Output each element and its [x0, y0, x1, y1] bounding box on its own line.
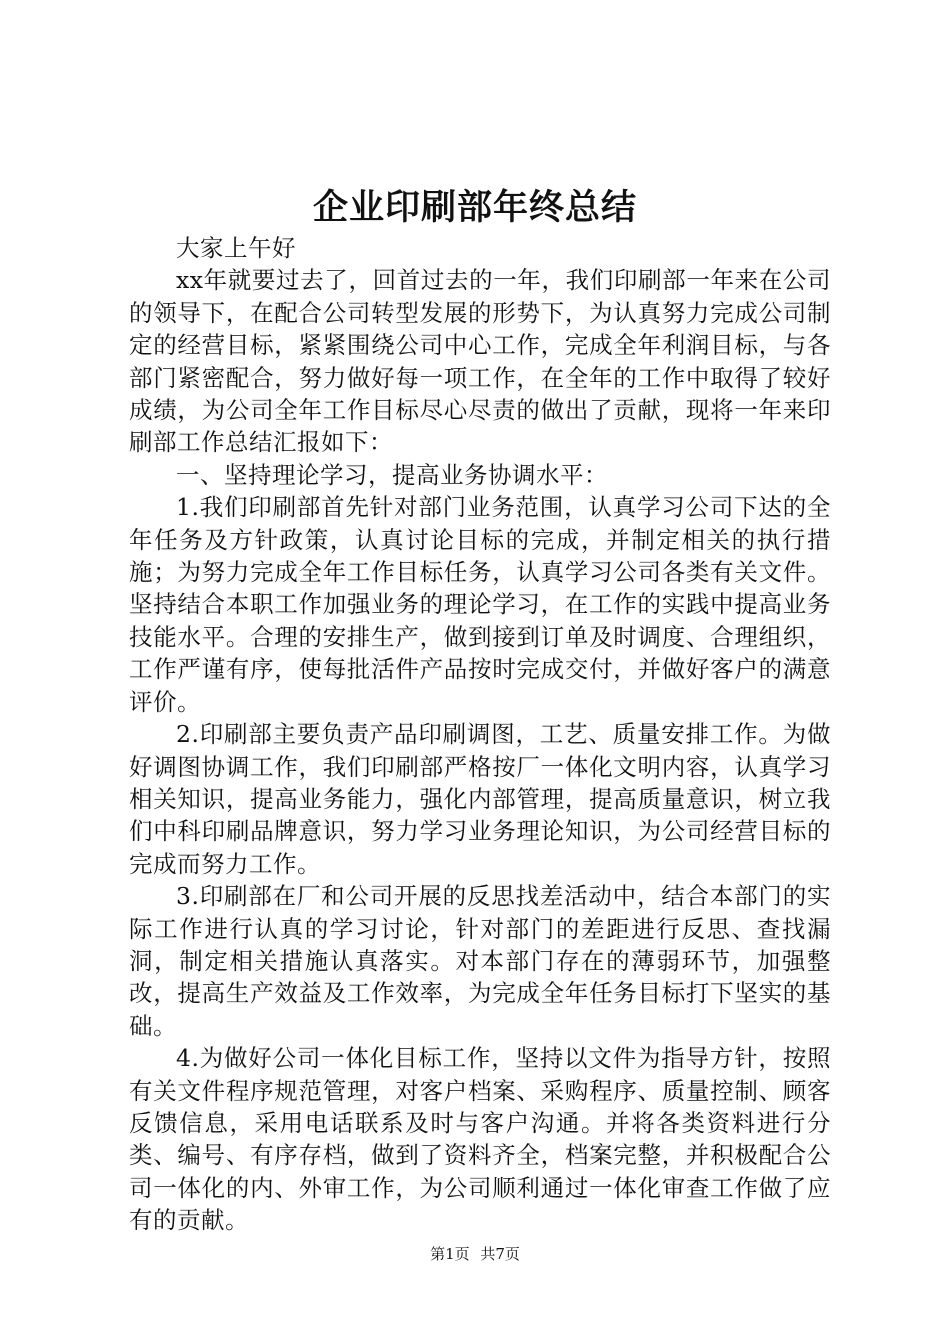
- paragraph-item-2: 2.印刷部主要负责产品印刷调图，工艺、质量安排工作。为做好调图协调工作，我们印刷部严格按厂一体化文明内容，认真学习相关知识，提高业务能力，强化内部管理，提高质量意识，树立我们中科印刷品牌意识，努力学习业务理论知识，为公司经营目标的完成而努力工作。: [129, 720, 831, 878]
- paragraph-item-3: 3.印刷部在厂和公司开展的反思找差活动中，结合本部门的实际工作进行认真的学习讨论，针对部门的差距进行反思、查找漏洞，制定相关措施认真落实。对本部门存在的薄弱环节，加强整改，提高生产效益及工作效率，为完成全年任务目标打下坚实的基础。: [129, 882, 831, 1040]
- section-heading-1: 一、坚持理论学习，提高业务协调水平：: [176, 460, 608, 489]
- document-body: [129, 232, 831, 1237]
- page-number: 第1页: [430, 1245, 470, 1263]
- paragraph-item-1: 1.我们印刷部首先针对部门业务范围，认真学习公司下达的全年任务及方针政策，认真讨论目标的完成，并制定相关的执行措施；为努力完成全年工作目标任务，认真学习公司各类有关文件。坚持结合本职工作加强业务的理论学习，在工作的实践中提高业务技能水平。合理的安排生产，做到接到订单及时调度、合理组织，工作严谨有序，使每批活件产品按时完成交付，并做好客户的满意评价。: [129, 493, 831, 716]
- page-total: 共7页: [480, 1245, 520, 1263]
- paragraph-item-4: 4.为做好公司一体化目标工作，坚持以文件为指导方针，按照有关文件程序规范管理，对客户档案、采购程序、质量控制、顾客反馈信息，采用电话联系及时与客户沟通。并将各类资料进行分类、编号、有序存档，做到了资料齐全，档案完整，并积极配合公司一体化的内、外审工作，为公司顺利通过一体化审查工作做了应有的贡献。: [129, 1044, 831, 1235]
- paragraph-greeting: 大家上午好: [176, 234, 296, 262]
- paragraph-intro: xx年就要过去了，回首过去的一年，我们印刷部一年来在公司的领导下，在配合公司转型发展的形势下，为认真努力完成公司制定的经营目标，紧紧围绕公司中心工作，完成全年利润目标，与各部门紧密配合，努力做好每一项工作，在全年的工作中取得了较好成绩，为公司全年工作目标尽心尽责的做出了贡献，现将一年来印刷部工作总结汇报如下：: [129, 266, 831, 457]
- document-title: 企业印刷部年终总结: [312, 187, 637, 228]
- page-footer: [0, 1244, 950, 1264]
